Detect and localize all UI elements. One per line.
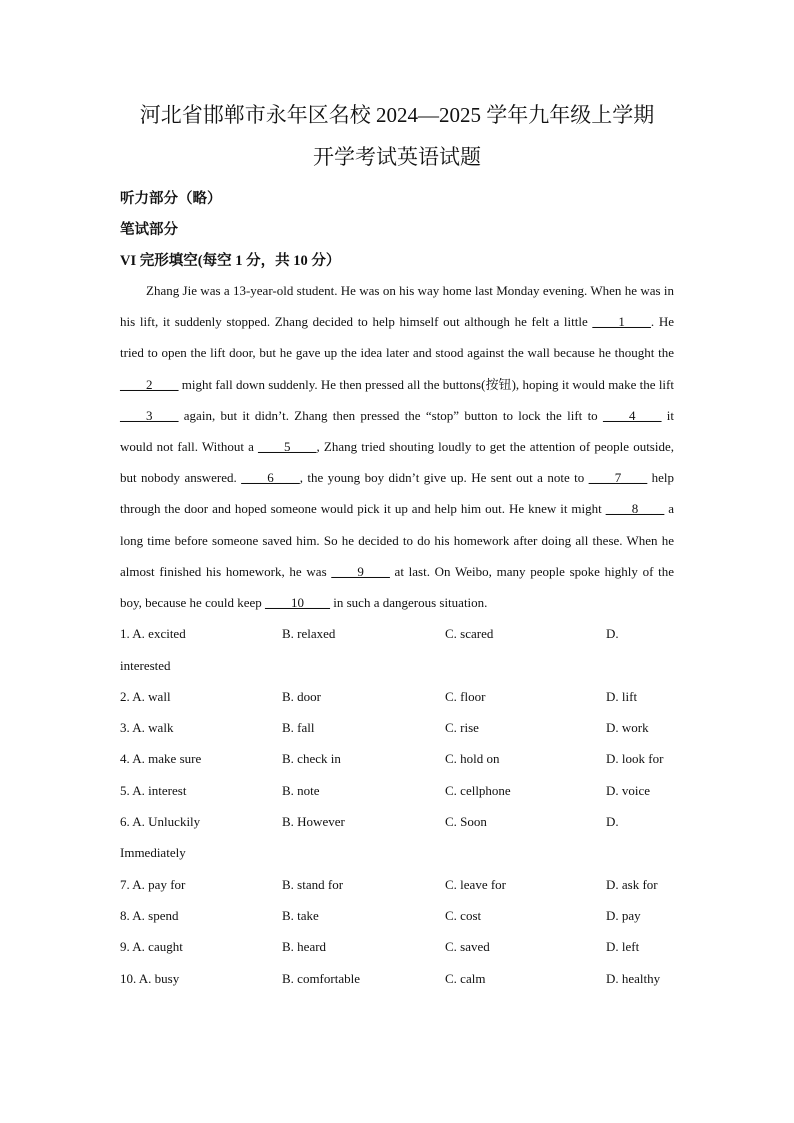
cloze-section-heading: VI 完形填空(每空 1 分，共 10 分） xyxy=(120,253,341,269)
answer-blank: ____1____ xyxy=(592,314,651,330)
question-row xyxy=(120,931,674,962)
option-b: B. heard xyxy=(282,939,327,955)
option-a: 9. A. caught xyxy=(120,939,183,955)
passage-text: a long time before someone saved him. So he decided to do his homework after doing all these. When he almost finished his homework, he was xyxy=(120,501,674,579)
answer-blank: ____6____ xyxy=(241,470,300,486)
passage-text: again, but it didn’t. Zhang then pressed the “stop” button to lock the lift to xyxy=(178,407,603,423)
option-c: C. saved xyxy=(445,939,490,955)
option-a: 4. A. make sure xyxy=(120,751,202,767)
option-c: C. rise xyxy=(445,720,479,736)
option-d: D. ask for xyxy=(606,876,658,892)
exam-title-line2: 开学考试英语试题 xyxy=(313,145,481,169)
exam-page xyxy=(120,100,674,994)
option-b: B. stand for xyxy=(282,876,344,892)
cloze-passage xyxy=(120,275,674,618)
passage-text: at last. On Weibo, many people spoke highly of the boy, because he could keep xyxy=(120,563,674,611)
answer-blank: ____5____ xyxy=(258,439,317,455)
option-d: D. healthy xyxy=(606,970,661,986)
question-row-continuation xyxy=(120,837,674,868)
question-row xyxy=(120,743,674,774)
option-d: D. pay xyxy=(606,907,641,923)
option-d: D. work xyxy=(606,720,649,736)
option-c: C. cost xyxy=(445,907,482,923)
option-b: B. However xyxy=(282,814,345,830)
exam-title-line1: 河北省邯郸市永年区名校 2024—2025 学年九年级上学期 xyxy=(139,103,655,127)
option-b: B. note xyxy=(282,782,320,798)
option-c: C. scared xyxy=(445,626,494,642)
option-c: C. Soon xyxy=(445,814,487,830)
option-d: D. xyxy=(606,626,619,642)
answer-blank: ____2____ xyxy=(120,376,179,392)
written-heading: 笔试部分 xyxy=(120,222,178,238)
option-d: D. xyxy=(606,814,619,830)
option-a: 8. A. spend xyxy=(120,907,179,923)
answer-blank: ____10____ xyxy=(265,595,330,611)
answer-blank: ____3____ xyxy=(120,407,179,423)
option-a: 1. A. excited xyxy=(120,626,186,642)
option-d-wrapped-text: interested xyxy=(120,657,171,673)
option-b: B. take xyxy=(282,907,319,923)
option-d-wrapped-text: Immediately xyxy=(120,845,186,861)
question-row-continuation xyxy=(120,650,674,681)
passage-text: might fall down suddenly. He then pressed all the buttons(按钮), hoping it would make the lift xyxy=(178,376,674,392)
option-b: B. fall xyxy=(282,720,315,736)
answer-blank: ____4____ xyxy=(602,407,662,423)
option-c: C. calm xyxy=(445,970,486,986)
option-a: 5. A. interest xyxy=(120,782,187,798)
option-b: B. comfortable xyxy=(282,970,360,986)
passage-text: it would not fall. Without a xyxy=(120,407,674,455)
option-d: D. lift xyxy=(606,688,638,704)
question-list xyxy=(120,618,674,994)
question-row xyxy=(120,712,674,743)
answer-blank: ____8____ xyxy=(605,501,665,517)
option-d: D. left xyxy=(606,939,640,955)
option-c: C. leave for xyxy=(445,876,507,892)
question-row xyxy=(120,900,674,931)
option-a: 6. A. Unluckily xyxy=(120,814,201,830)
passage-text: , the young boy didn’t give up. He sent out a note to xyxy=(299,470,589,486)
passage-text: , Zhang tried shouting loudly to get the attention of people outside, but nobody answered. xyxy=(120,439,674,486)
option-c: C. cellphone xyxy=(445,782,511,798)
option-a: 7. A. pay for xyxy=(120,876,186,892)
passage-text: Zhang Jie was a 13-year-old student. He was on his way home last Monday evening. When he was in his lift, it suddenly stopped. Zhang decided to help himself out although he felt a little xyxy=(120,283,674,330)
option-c: C. hold on xyxy=(445,751,500,767)
option-b: B. door xyxy=(282,688,321,704)
question-row xyxy=(120,618,674,649)
listening-heading: 听力部分（略） xyxy=(120,191,222,207)
question-row xyxy=(120,869,674,900)
passage-text: . He tried to open the lift door, but he gave up the idea later and stood against the wall because he thought the xyxy=(120,314,674,361)
option-a: 2. A. wall xyxy=(120,688,171,704)
passage-text: in such a dangerous situation. xyxy=(330,595,488,611)
question-row xyxy=(120,775,674,806)
option-a: 3. A. walk xyxy=(120,720,174,736)
option-c: C. floor xyxy=(445,688,486,704)
option-b: B. check in xyxy=(282,751,341,767)
question-row xyxy=(120,963,674,994)
answer-blank: ____7____ xyxy=(588,470,648,486)
passage-text: help through the door and hoped someone would pick it up and help him out. He knew it might xyxy=(120,470,674,517)
question-row xyxy=(120,806,674,837)
question-row xyxy=(120,681,674,712)
option-b: B. relaxed xyxy=(282,626,336,642)
answer-blank: ____9____ xyxy=(331,563,390,579)
option-a: 10. A. busy xyxy=(120,970,180,986)
option-d: D. voice xyxy=(606,782,651,798)
option-d: D. look for xyxy=(606,751,664,767)
